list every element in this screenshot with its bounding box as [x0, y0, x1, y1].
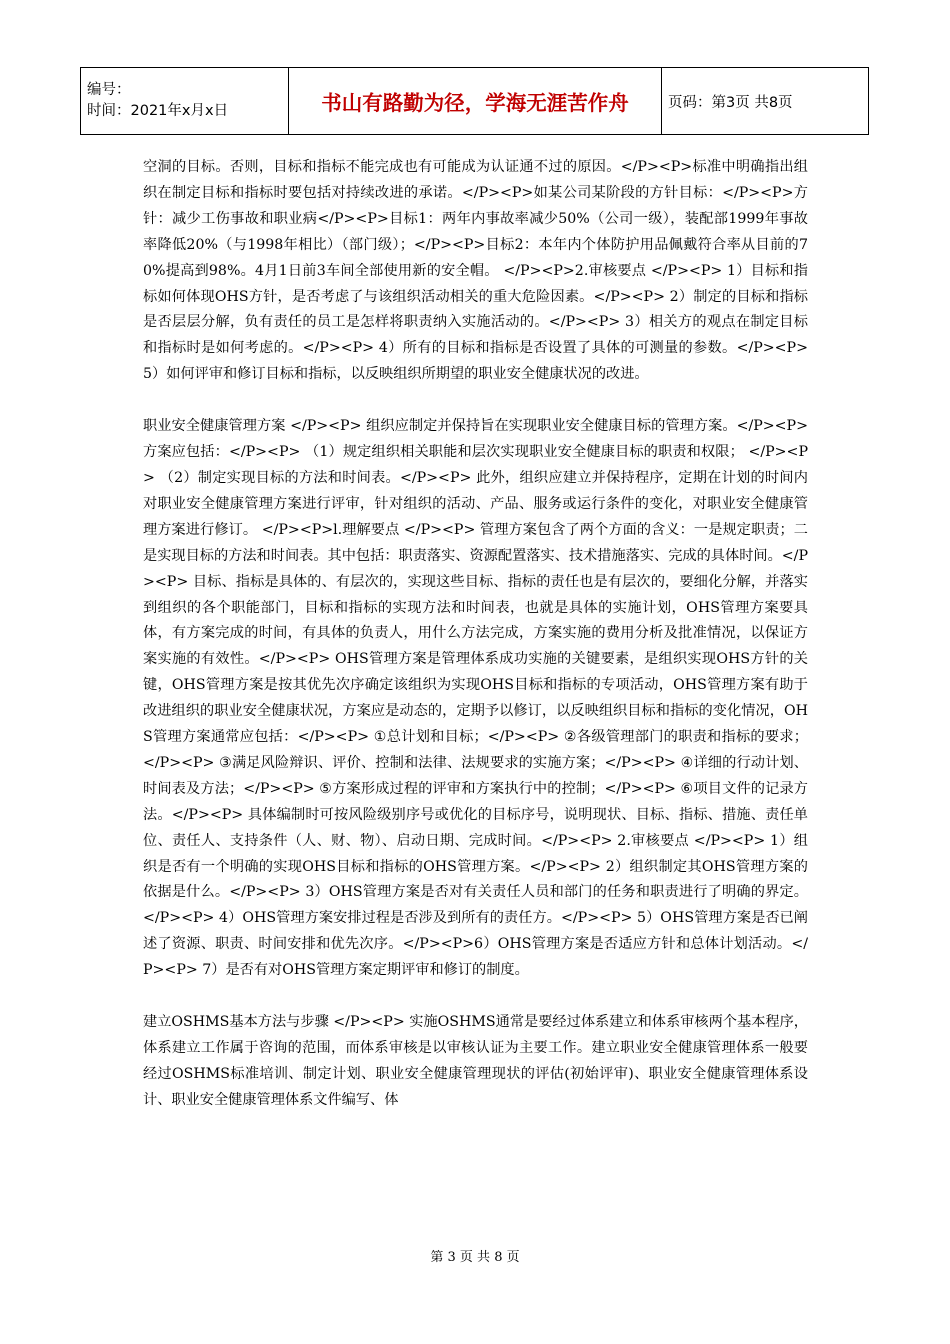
page-footer: 第 3 页 共 8 页 [430, 1250, 520, 1265]
header-meta-cell [81, 68, 289, 135]
document-number-label: 编号： [87, 82, 131, 98]
body-paragraph: 职业安全健康管理方案 </P><P> 组织应制定并保持旨在实现职业安全健康目标的管理方案。</P><P> 方案应包括：</P><P> （1）规定组织相关职能和层次实现职业安全健康目标的职责和权限； </P><P> （2）制定实现目标的方法和时间表。</P><P> 此外，组织应建立并保持程序，定期在计划的时间内对职业安全健康管理方案进行评审，针对组织的活动、产品、服务或运行条件的变化，对职业安全健康管理方案进行修订。 </P><P>l.理解要点 </P><P> 管理方案包含了两个方面的含义：一是规定职责；二是实现目标的方法和时间表。其中包括：职责落实、资源配置落实、技术措施落实、完成的具体时间。</P><P> 目标、指标是具体的、有层次的，实现这些目标、指标的责任也是有层次的，要细化分解，并落实到组织的各个职能部门，目标和指标的实现方法和时间表，也就是具体的实施计划，OHS管理方案要具体，有方案完成的时间，有具体的负责人，用什么方法完成，方案实施的费用分析及批准情况，以保证方案实施的有效性。</P><P> OHS管理方案是管理体系成功实施的关键要素，是组织实现OHS方针的关键，OHS管理方案是按其优先次序确定该组织为实现OHS目标和指标的专项活动，OHS管理方案有助于改进组织的职业安全健康状况，方案应是动态的，定期予以修订，以反映组织目标和指标的变化情况，OHS管理方案通常应包括：</P><P> ①总计划和目标；</P><P> ②各级管理部门的职责和指标的要求；</P><P> ③满足风险辩识、评价、控制和法律、法规要求的实施方案；</P><P> ④详细的行动计划、时间表及方法；</P><P> ⑤方案形成过程的评审和方案执行中的控制；</P><P> ⑥项目文件的记录方法。</P><P> 具体编制时可按风险级别序号或优化的目标序号，说明现状、目标、指标、措施、责任单位、责任人、支持条件（人、财、物）、启动日期、完成时间。</P><P> 2.审核要点 </P><P> 1）组织是否有一个明确的实现OHS目标和指标的OHS管理方案。</P><P> 2）组织制定其OHS管理方案的依据是什么。</P><P> 3）OHS管理方案是否对有关责任人员和部门的任务和职责进行了明确的界定。 </P><P> 4）OHS管理方案安排过程是否涉及到所有的责任方。</P><P> 5）OHS管理方案是否已阐述了资源、职责、时间安排和优先次序。</P><P>6）OHS管理方案是否适应方针和总体计划活动。</P><P> 7）是否有对OHS管理方案定期评审和修订的制度。 [143, 418, 808, 979]
document-date-label: 时间：2021年x月x日 [87, 103, 229, 119]
body-paragraph: 空洞的目标。否则，目标和指标不能完成也有可能成为认证通不过的原因。</P><P>标准中明确指出组织在制定目标和指标时要包括对持续改进的承诺。</P><P>如某公司某阶段的方针目标：</P><P>方针：减少工伤事故和职业病</P><P>目标1：两年内事故率减少50%（公司一级），装配部1999年事故率降低20%（与1998年相比）（部门级）；</P><P>目标2：本年内个体防护用品佩戴符合率从目前的70%提高到98%。4月1日前3车间全部使用新的安全帽。 </P><P>2.审核要点 </P><P> 1）目标和指标如何体现OHS方针，是否考虑了与该组织活动相关的重大危险因素。</P><P> 2）制定的目标和指标是否层层分解，负有责任的员工是怎样将职责纳入实施活动的。</P><P> 3）相关方的观点在制定目标和指标时是如何考虑的。</P><P> 4）所有的目标和指标是否设置了具体的可测量的参数。</P><P> 5）如何评审和修订目标和指标，以反映组织所期望的职业安全健康状况的改进。 [143, 159, 808, 383]
header-page-info: 页码：第3页 共8页 [662, 68, 869, 135]
body-paragraph: 建立OSHMS基本方法与步骤 </P><P> 实施OSHMS通常是要经过体系建立和体系审核两个基本程序，体系建立工作属于咨询的范围，而体系审核是以审核认证为主要工作。建立职业安全健康管理体系一般要经过OSHMS标准培训、制定计划、职业安全健康管理现状的评估(初始评审)、职业安全健康管理体系设计、职业安全健康管理体系文件编写、体 [143, 1014, 808, 1108]
header-slogan: 书山有路勤为径，学海无涯苦作舟 [289, 68, 662, 135]
document-header [80, 67, 869, 135]
document-body [143, 155, 808, 1114]
